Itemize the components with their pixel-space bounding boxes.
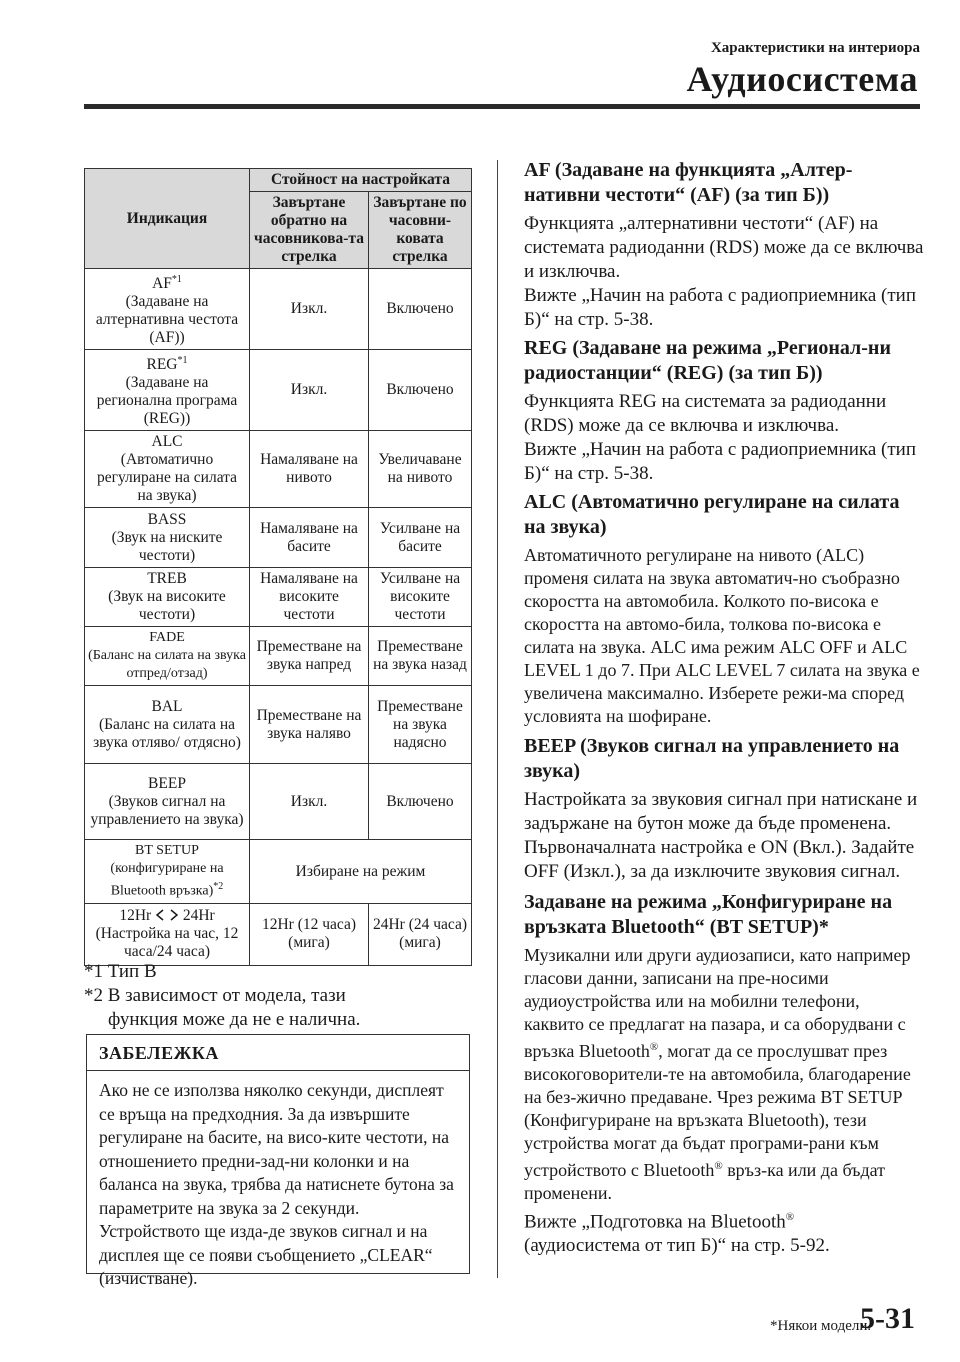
note-body: Ако не се използва няколко секунди, дисплеят се връща на предходния. За да извършите регулиране на басите, на висо-ките честоти, на отношението предни-зад-ни колонки и на баланса на звука, трябва да натиснете бутона за параметрите на звука за 2 секунди. Устройството ще изда-де звуков сигнал и на дисплея ще се появи съобщението „CLEAR“ (изчистване). [99, 1080, 454, 1288]
footnote-1: *1 Тип B [84, 961, 157, 982]
alc-text: Автоматичното регулиране на нивото (ALC) променя силата на звука автоматич-но съобразно скоростта на автомобила. Колкото по-висока е скоростта на автомо-била, толкова по-висока е силата на звука. ALC има режим ALC OFF и ALC LEVEL 1 до 7. При ALC LEVEL 7 силата на звука е увеличена максимално. Изберете режи-ма според условията на шофиране. [524, 545, 920, 726]
footer-note: *Някои модели. [770, 1318, 872, 1334]
table-row: ALC (Автоматично регулиране на силата на звука) Намаляване на нивото Увеличаване на нивото [85, 431, 472, 508]
table-row: BAL (Баланс на силата на звука отляво/ отдясно) Преместване на звука наляво Преместване на звука надясно [85, 686, 472, 764]
bt-ref: Вижте „Подготовка на Bluetooth® (аудиосистема от тип Б)“ на стр. 5-92. [524, 1211, 830, 1257]
alc-heading: ALC (Автоматично регулиране на силата на звука) [524, 491, 900, 538]
page-number: 5-31 [860, 1302, 915, 1335]
note-title: ЗАБЕЛЕЖКА [87, 1035, 469, 1071]
reg-text: Функцията REG на системата за радиоданни (RDS) може да се включва и изключва. [524, 391, 887, 436]
column-divider [497, 160, 498, 1278]
af-text: Функцията „алтернативни честоти“ (AF) на системата радиоданни (RDS) може да се включва и изключва. [524, 213, 924, 282]
page-title: Аудиосистема [686, 59, 918, 99]
note-box [86, 1034, 470, 1288]
table-row: BASS (Звук на ниските честоти) Намаляване на басите Усилване на басите [85, 508, 472, 568]
bt-heading: Задаване на режима „Конфигуриране на връзката Bluetooth“ (BT SETUP)* [524, 891, 893, 938]
right-column [524, 158, 924, 1258]
table-row: BT SETUP (конфигуриране на Bluetooth връзка)$^{*2}$ Избиране на режим [85, 840, 472, 904]
reg-heading: REG (Задаване на режима „Регионал-ни радиостанции“ (REG) (за тип Б)) [524, 337, 891, 384]
table-row: TREB (Звук на високите честоти) Намаляване на високите честоти Усилване на високите честоти [85, 568, 472, 627]
arrow-left-icon [155, 909, 165, 921]
col-indication-header: Индикация [85, 169, 250, 269]
table-row: FADE (Баланс на силата на звука отпред/отзад) Преместване на звука напред Преместване на звука назад [85, 627, 472, 686]
footnote-2: *2 В зависимост от модела, тази функция може да не е налична. [84, 985, 361, 1030]
reg-ref: Вижте „Начин на работа с радиоприемника (тип Б)“ на стр. 5-38. [524, 439, 917, 484]
col-cw-header: Завъртане по часовни-ковата стрелка [369, 192, 472, 269]
col-ccw-header: Завъртане обратно на часовникова-та стрелка [250, 192, 369, 269]
col-value-header: Стойност на настройката [250, 169, 472, 192]
table-row: BEEP (Звуков сигнал на управлението на звука) Изкл. Включено [85, 764, 472, 840]
table-row: 12Hr 24Hr (Настройка на час, 12 часа/24 часа) 12Hr (12 часа) (мига) 24Hr (24 часа) (мига) [85, 903, 472, 965]
table-row: AF$^{*1}$ (Задаване на алтернативна честота (AF)) Изкл. Включено [85, 269, 472, 350]
bt-text: Музикални или други аудиозаписи, като например гласови данни, записани на пре-носими аудиоустройства или на мобилни телефони, каквито се предлагат на пазара, и са оборудвани с връзка Bluetooth®, могат да се прослушват през високоговорители-те на автомобила, благодарение на без-жично предаване. Чрез режима BT SETUP (Конфигуриране на връзката Bluetooth), тези устройства могат да бъдат програми-рани към устройството с Bluetooth® връз-ка или да бъдат променени. [524, 945, 911, 1203]
settings-table [84, 168, 472, 966]
af-heading: AF (Задаване на функцията „Алтер-нативни честоти“ (AF) (за тип Б)) [524, 159, 853, 206]
section-title: Характеристики на интериора [710, 40, 920, 56]
arrow-right-icon [169, 909, 179, 921]
table-row: REG$^{*1}$ (Задаване на регионална програма (REG)) Изкл. Включено [85, 350, 472, 431]
af-ref: Вижте „Начин на работа с радиоприемника (тип Б)“ на стр. 5-38. [524, 285, 917, 330]
header-rule [84, 104, 920, 109]
beep-text: Настройката за звуковия сигнал при натискане и задържане на бутон може да бъде променена. Първоначалната настройка е ON (Вкл.). Задайте OFF (Изкл.), за да изключите звуковия сигнал. [524, 789, 918, 882]
beep-heading: BEEP (Звуков сигнал на управлението на звука) [524, 735, 900, 782]
